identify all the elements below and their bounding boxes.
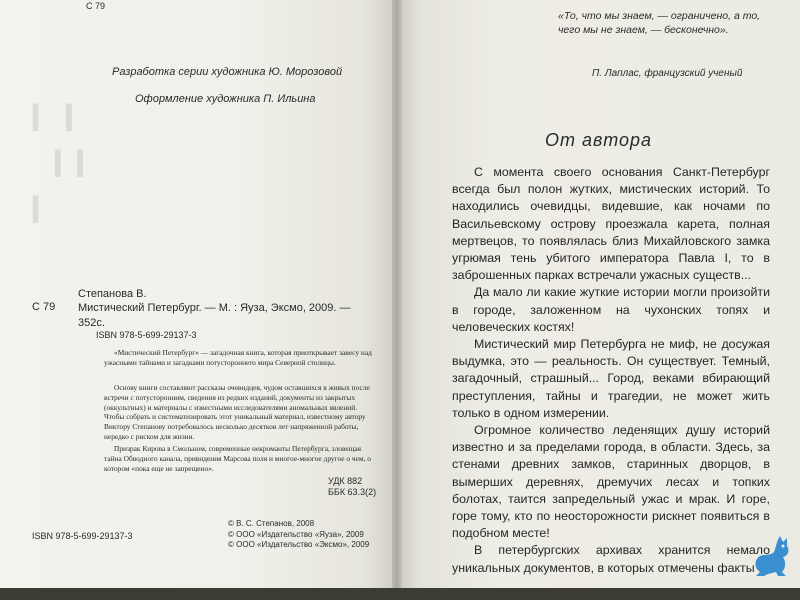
paragraph: Мистический мир Петербурга не миф, не досужая выдумка, это — реальность. Он существует. Темный, загадочный, страшный... Город, веками вбирающий преступления, тайны и трагедии, не может жить только в одном измерении. bbox=[452, 337, 770, 420]
catalog-title bbox=[78, 301, 378, 331]
catalog-title-line: Мистический Петербург. — М. : Яуза, Эксмо, 2009. — bbox=[78, 302, 351, 314]
chapter-heading: От автора bbox=[545, 130, 653, 150]
catalog-index: С 79 bbox=[32, 301, 56, 313]
copyright-line: © ООО «Издательство «Эксмо», 2009 bbox=[228, 540, 370, 549]
bottom-isbn: ISBN 978-5-699-29137-3 bbox=[32, 531, 133, 541]
series-credit: Разработка серии художника Ю. Морозовой bbox=[112, 66, 343, 78]
paragraph: В петербургских архивах хранится немало уникальных документов, в которых отмечены факты bbox=[452, 543, 770, 575]
black-cat-icon bbox=[750, 532, 794, 578]
copyright-block bbox=[228, 519, 369, 551]
catalog-annotation: «Мистический Петербург» — загадочная книга, которая приоткрывает завесу над ужасными тайнами и загадками потустороннего мира Северной столицы. bbox=[104, 348, 372, 367]
paragraph: Да мало ли какие жуткие истории могли произойти в городе, заложенном на чухонских топях и человеческих костях! bbox=[452, 285, 770, 334]
catalog-isbn: ISBN 978-5-699-29137-3 bbox=[96, 330, 197, 340]
catalog-author: Степанова В. bbox=[78, 288, 147, 300]
copyright-line: © ООО «Издательство «Яуза», 2009 bbox=[228, 529, 364, 539]
top-code: С 79 bbox=[86, 1, 106, 11]
paragraph: С момента своего основания Санкт-Петербург всегда был полон жутких, мистических историй. То находились очевидцы, видевшие, как ночами по Васильевскому острову проезжала карета, полная мертвецов, то появлялась близ Михайловского замка угрюмая тень убитого императора Павла I, то в заброшенных парках встречали ужасных существ... bbox=[452, 165, 770, 283]
show-through-text: Ι Ι Ι Ι Ι bbox=[30, 96, 86, 232]
body-text bbox=[452, 164, 770, 577]
left-page bbox=[0, 0, 396, 600]
catalog-publisher-note: Призрак Кирова в Смольном, современные некроманты Петербурга, зловещая тайна Обводного канала, привидения Марсова поля и многое-многое другое о чем, о котором «пока еще не запрещено». bbox=[104, 444, 371, 473]
bbk-code: ББК 63.3(2) bbox=[328, 487, 377, 497]
book-gutter bbox=[392, 0, 402, 600]
copyright-line: © В. С. Степанов, 2008 bbox=[228, 519, 315, 528]
epigraph-source: П. Лаплас, французский ученый bbox=[592, 68, 743, 79]
epigraph: «То, что мы знаем, — ограничено, а то, чего мы не знаем, — бесконечно». bbox=[558, 10, 761, 36]
table-edge bbox=[0, 588, 800, 600]
udk-code: УДК 882 bbox=[328, 476, 363, 486]
catalog-body: Основу книги составляют рассказы очевидцев, чудом оставшихся в живых после встречи с потусторонним, сведения из редких изданий, документы из закрытых (оккультных) и материалы с известными исследователями аномальных явлений. Чтобы собрать и систематизировать этот уникальный материал, известному автору Виктору Степанову потребовалось несколько десятков лет напряженной работы, нередко с риском для жизни. bbox=[104, 383, 370, 441]
catalog-codes bbox=[328, 476, 376, 498]
catalog-pages: 352с. bbox=[78, 317, 105, 329]
design-credit: Оформление художника П. Ильина bbox=[135, 93, 316, 105]
paragraph: Огромное количество леденящих душу историй известно и за пределами города, в области. Здесь, за стенами древних замков, старинных дворцов, в вымерших деревнях, дремучих лесах и топких болотах, таится запредельный ужас и мрак. И горе, горе тому, кто по неосторожности рискнет появиться в подобном месте! bbox=[452, 423, 770, 541]
